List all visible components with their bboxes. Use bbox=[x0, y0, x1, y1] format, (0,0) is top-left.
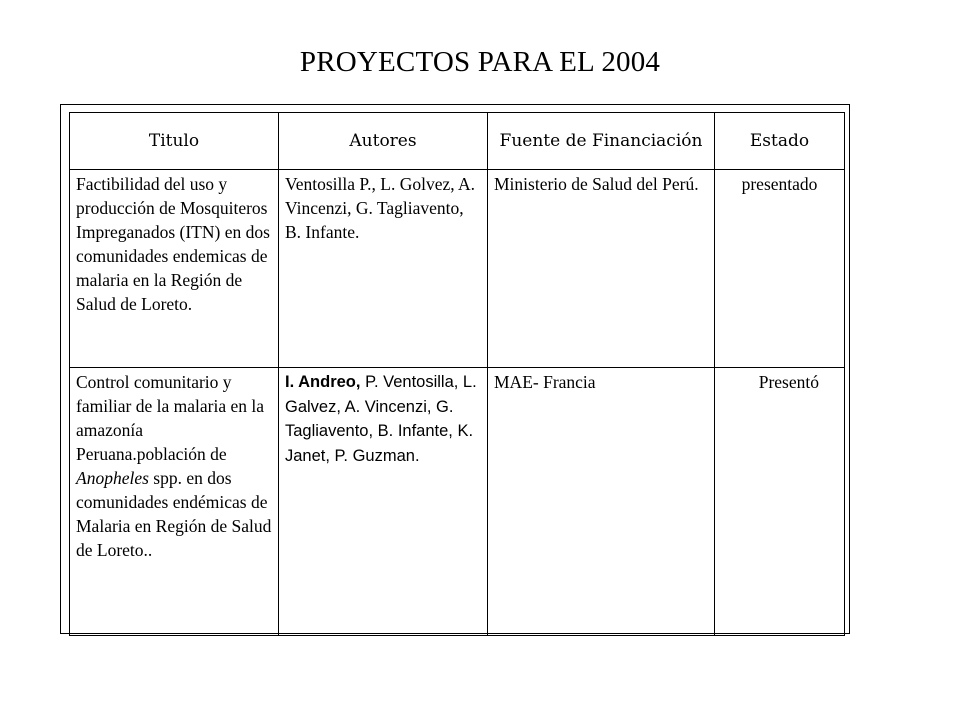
table-row bbox=[70, 368, 845, 636]
cell-titulo: Factibilidad del uso y producción de Mosquiteros Impreganados (ITN) en dos comunidades endemicas de malaria en la Región de Salud de Loreto. bbox=[70, 170, 279, 368]
header-estado: Estado bbox=[715, 113, 845, 170]
cell-fuente: MAE- Francia bbox=[488, 368, 715, 636]
cell-estado: presentado bbox=[715, 170, 845, 368]
cell-titulo bbox=[70, 368, 279, 636]
species-name: Anopheles bbox=[76, 468, 149, 488]
titulo-text: Control comunitario y familiar de la malaria en la amazonía Peruana.población de bbox=[76, 372, 265, 464]
header-titulo: Titulo bbox=[70, 113, 279, 170]
table-row bbox=[70, 170, 845, 368]
projects-table bbox=[69, 112, 845, 636]
header-fuente: Fuente de Financiación bbox=[488, 113, 715, 170]
lead-author: I. Andreo, bbox=[285, 373, 361, 391]
cell-autores bbox=[279, 368, 488, 636]
cell-estado: Presentó bbox=[715, 368, 845, 636]
titulo-text: spp. en dos comunidades endémicas de Malaria en Región de Salud de Loreto.. bbox=[76, 468, 272, 560]
cell-fuente: Ministerio de Salud del Perú. bbox=[488, 170, 715, 368]
co-authors: P. Ventosilla, L. Galvez, A. Vincenzi, G. Tagliavento, B. Infante, K. Janet, P. Guzman. bbox=[285, 373, 477, 465]
header-autores: Autores bbox=[279, 113, 488, 170]
table-header-row bbox=[70, 113, 845, 170]
page-title: PROYECTOS PARA EL 2004 bbox=[299, 46, 661, 78]
cell-autores: Ventosilla P., L. Golvez, A. Vincenzi, G. Tagliavento, B. Infante. bbox=[279, 170, 488, 368]
